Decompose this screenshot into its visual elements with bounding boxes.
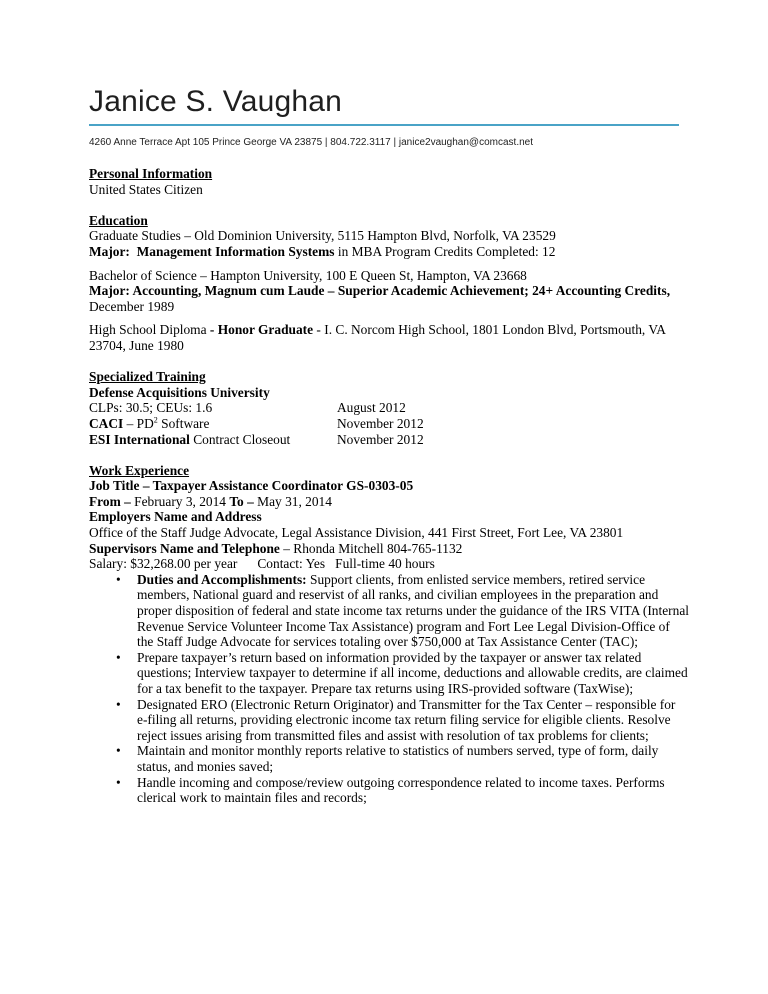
salary-line: Salary: $32,268.00 per year Contact: Yes Full-time 40 hours xyxy=(89,556,435,572)
grad-studies: Graduate Studies – Old Dominion University, 5115 Hampton Blvd, Norfolk, VA 23529 xyxy=(89,228,556,244)
citizenship: United States Citizen xyxy=(89,181,203,197)
bullet-icon: • xyxy=(116,696,121,712)
job-title: Job Title – Taxpayer Assistance Coordinator GS-0303-05 xyxy=(89,478,414,494)
list-item: • Handle incoming and compose/review outgoing correspondence related to income taxes. Performs clerical work to maintain files and records; xyxy=(116,774,665,806)
training-row: CLPs: 30.5; CEUs: 1.6 August 2012 xyxy=(89,400,406,416)
bullet-icon: • xyxy=(116,774,121,790)
training-heading: Specialized Training xyxy=(89,369,206,385)
header-divider xyxy=(89,124,679,126)
bachelor-major: Major: Accounting, Magnum cum Laude – Superior Academic Achievement; 24+ Accounting Credits, December 1989 xyxy=(89,283,671,314)
grad-major: Major: Management Information Systems in MBA Program Credits Completed: 12 xyxy=(89,243,556,259)
resume-name: Janice S. Vaughan xyxy=(89,85,343,118)
job-dates: From – February 3, 2014 To – May 31, 2014 xyxy=(89,493,332,509)
duties-list xyxy=(89,572,689,806)
bullet-icon: • xyxy=(116,743,121,759)
bullet-icon: • xyxy=(116,649,121,665)
education-heading: Education xyxy=(89,212,148,228)
list-item: • Designated ERO (Electronic Return Originator) and Transmitter for the Tax Center – responsible for e-filing all returns, providing electronic income tax return filing service for eligible clients. Resolve reject issues arising from transmitted files and assist with resolution of tax problems for clients; xyxy=(116,696,676,743)
employer-label: Employers Name and Address xyxy=(89,509,262,525)
employer-address: Office of the Staff Judge Advocate, Legal Assistance Division, 441 First Street, Fort Lee, VA 23801 xyxy=(89,525,624,541)
training-row: CACI – $PD^2$ Software November 2012 xyxy=(89,415,424,431)
contact-line: 4260 Anne Terrace Apt 105 Prince George VA 23875 | 804.722.3117 | janice2vaughan@comcast.net xyxy=(89,137,533,148)
list-item: • Duties and Accomplishments: Support clients, from enlisted service members, retired service members, National guard and reservist of all ranks, and civilian employees in the preparation and proper disposition of federal and state income tax returns under the guidance of the IRS VITA (Internal Revenue Service Volunteer Income Tax Assistance) program and Fort Lee Legal Division-Office of the Staff Judge Advocate for services totaling over $750,000 at Tax Assistance Center (TAC); xyxy=(116,571,689,650)
work-heading: Work Experience xyxy=(89,462,190,478)
bachelor-degree: Bachelor of Science – Hampton University, 100 E Queen St, Hampton, VA 23668 xyxy=(89,267,527,283)
list-item: • Maintain and monitor monthly reports relative to statistics of numbers served, type of form, daily status, and monies saved; xyxy=(116,743,659,774)
training-row: ESI International Contract Closeout November 2012 xyxy=(89,431,424,447)
list-item: • Prepare taxpayer’s return based on information provided by the taxpayer or answer tax related questions; Interview taxpayer to determine if all income, deductions and allowable credits, are claimed for a tax benefit to the taxpayer. Prepare tax returns using IRS-provided software (TaxWise); xyxy=(116,649,688,696)
resume-body xyxy=(89,166,689,806)
personal-heading: Personal Information xyxy=(89,166,213,181)
training-org: Defense Acquisitions University xyxy=(89,384,270,400)
bullet-icon: • xyxy=(116,571,121,587)
supervisor: Supervisors Name and Telephone – Rhonda Mitchell 804-765-1132 xyxy=(89,540,463,556)
high-school: High School Diploma - Honor Graduate - I. C. Norcom High School, 1801 London Blvd, Portsmouth, VA 23704, June 1980 xyxy=(89,322,666,353)
